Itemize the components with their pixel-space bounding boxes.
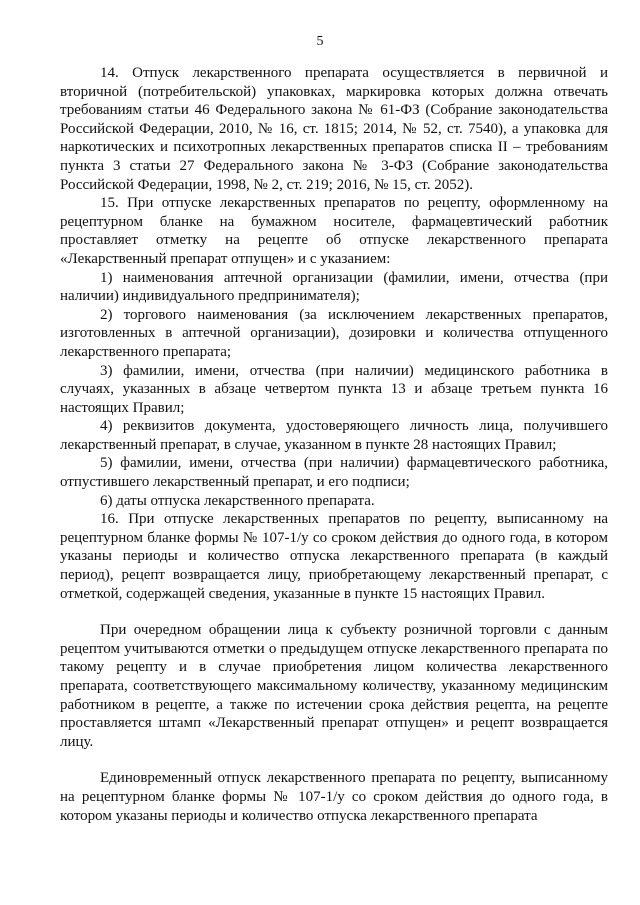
- page-number: 5: [316, 34, 324, 49]
- paragraph-repeat-visit: При очередном обращении лица к субъекту розничной торговли с данным рецептом учитываются отметки о предыдущем отпуске лекарственного препарата по такому рецепту и в случае приобретения лицом количества лекарственного препарата, соответствующего максимальному количеству, указанному медицинским работником в рецепте, а также по истечении срока действия рецепта, на рецепте проставляется штамп «Лекарственный препарат отпущен» и рецепт возвращается лицу.: [60, 622, 608, 750]
- list-item-1: 1) наименования аптечной организации (фамилии, имени, отчества (при наличии) индивидуального предпринимателя);: [60, 269, 608, 305]
- list-item-6: 6) даты отпуска лекарственного препарата.: [100, 492, 375, 509]
- document-body: [60, 64, 608, 825]
- paragraph-item-16: 16. При отпуске лекарственных препаратов по рецепту, выписанному на рецептурном бланке формы № 107-1/у со сроком действия до одного года, в котором указаны периоды и количество отпуска лекарственного препарата (в каждый период), рецепт возвращается лицу, приобретающему лекарственный препарат, с отметкой, содержащей сведения, указанные в пункте 15 настоящих Правил.: [60, 511, 608, 602]
- list-item-5: 5) фамилии, имени, отчества (при наличии) фармацевтического работника, отпустившего лекарственный препарат, и его подписи;: [60, 455, 608, 491]
- list-item-3: 3) фамилии, имени, отчества (при наличии) медицинского работника в случаях, указанных в абзаце четвертом пункта 13 и абзаце третьем пункта 16 настоящих Правил;: [60, 362, 608, 416]
- paragraph-single-dispense: Единовременный отпуск лекарственного препарата по рецепту, выписанному на рецептурном бланке формы № 107-1/у со сроком действия до одного года, в котором указаны периоды и количество отпуска лекарственного препарата: [60, 770, 608, 824]
- paragraph-item-15: 15. При отпуске лекарственных препаратов по рецепту, оформленному на рецептурном бланке на бумажном носителе, фармацевтический работник проставляет отметку на рецепте об отпуске лекарственного препарата «Лекарственный препарат отпущен» и с указанием:: [60, 195, 608, 267]
- paragraph-item-14: 14. Отпуск лекарственного препарата осуществляется в первичной и вторичной (потребительской) упаковках, маркировка которых должна отвечать требованиям статьи 46 Федерального закона № 61-ФЗ (Собрание законодательства Российской Федерации, 2010, № 16, ст. 1815; 2014, № 52, ст. 7540), а упаковка для наркотических и психотропных лекарственных препаратов списка II – требованиям пункта 3 статьи 27 Федерального закона № 3-ФЗ (Собрание законодательства Российской Федерации, 1998, № 2, ст. 219; 2016, № 15, ст. 2052).: [60, 65, 608, 193]
- list-item-4: 4) реквизитов документа, удостоверяющего личность лица, получившего лекарственный препарат, в случае, указанном в пункте 28 настоящих Правил;: [60, 418, 608, 453]
- list-item-2: 2) торгового наименования (за исключением лекарственных препаратов, изготовленных в аптечной организации), дозировки и количества отпущенного лекарственного препарата;: [60, 306, 608, 360]
